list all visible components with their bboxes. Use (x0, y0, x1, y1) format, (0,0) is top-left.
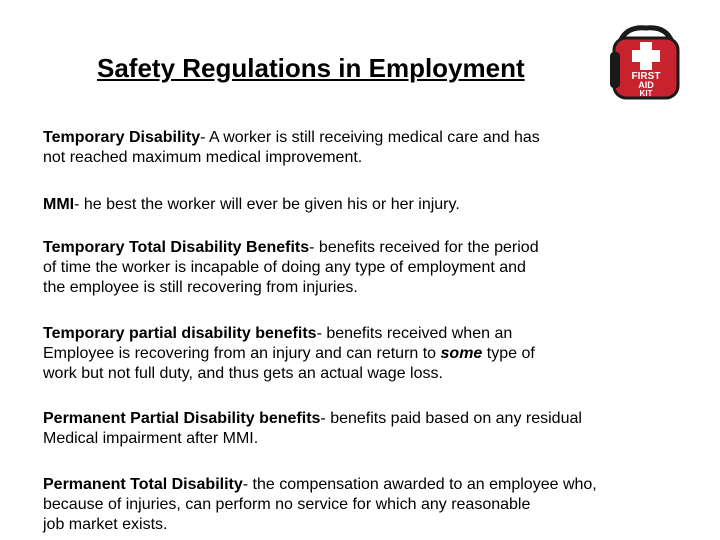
paragraph-line: not reached maximum medical improvement. (43, 149, 363, 166)
kit-label-kit: KIT (639, 89, 653, 98)
kit-label-aid: AID (638, 80, 654, 90)
paragraph-line: Medical impairment after MMI. (43, 430, 259, 447)
paragraph-line: job market exists. (43, 516, 168, 533)
slide-title: Safety Regulations in Employment (97, 53, 525, 83)
term: MMI (43, 196, 75, 213)
paragraph-line: Permanent Total Disability- the compensation awarded to an employee who, (43, 476, 597, 493)
term: Temporary Disability (43, 129, 201, 146)
paragraph-line: work but not full duty, and thus gets an actual wage loss. (43, 365, 443, 382)
paragraph-line: because of injuries, can perform no service for which any reasonable (43, 496, 531, 513)
paragraph-permanent-partial (43, 409, 582, 449)
term: Temporary partial disability benefits (43, 325, 317, 342)
paragraph-line: Temporary partial disability benefits- benefits received when an (43, 325, 513, 342)
paragraph-line: Temporary Disability- A worker is still receiving medical care and has (43, 129, 540, 146)
emphasis: some (440, 345, 483, 362)
kit-label-first: FIRST (631, 71, 661, 82)
term: Permanent Partial Disability benefits (43, 410, 321, 427)
paragraph-temporary-partial (43, 324, 535, 384)
paragraph-temporary-disability (43, 128, 540, 168)
paragraph-line: of time the worker is incapable of doing any type of employment and (43, 259, 526, 276)
paragraph-line: Employee is recovering from an injury and can return to some type of (43, 345, 535, 362)
paragraph-mmi (43, 195, 460, 215)
paragraph-line: the employee is still recovering from injuries. (43, 279, 358, 296)
first-aid-kit-icon (606, 22, 686, 102)
paragraph-permanent-total (43, 475, 597, 535)
paragraph-line: Temporary Total Disability Benefits- benefits received for the period (43, 239, 539, 256)
paragraph-temporary-total (43, 238, 539, 298)
paragraph-line: MMI- he best the worker will ever be given his or her injury. (43, 196, 460, 213)
term: Temporary Total Disability Benefits (43, 239, 310, 256)
paragraph-line: Permanent Partial Disability benefits- benefits paid based on any residual (43, 410, 582, 427)
term: Permanent Total Disability (43, 476, 243, 493)
